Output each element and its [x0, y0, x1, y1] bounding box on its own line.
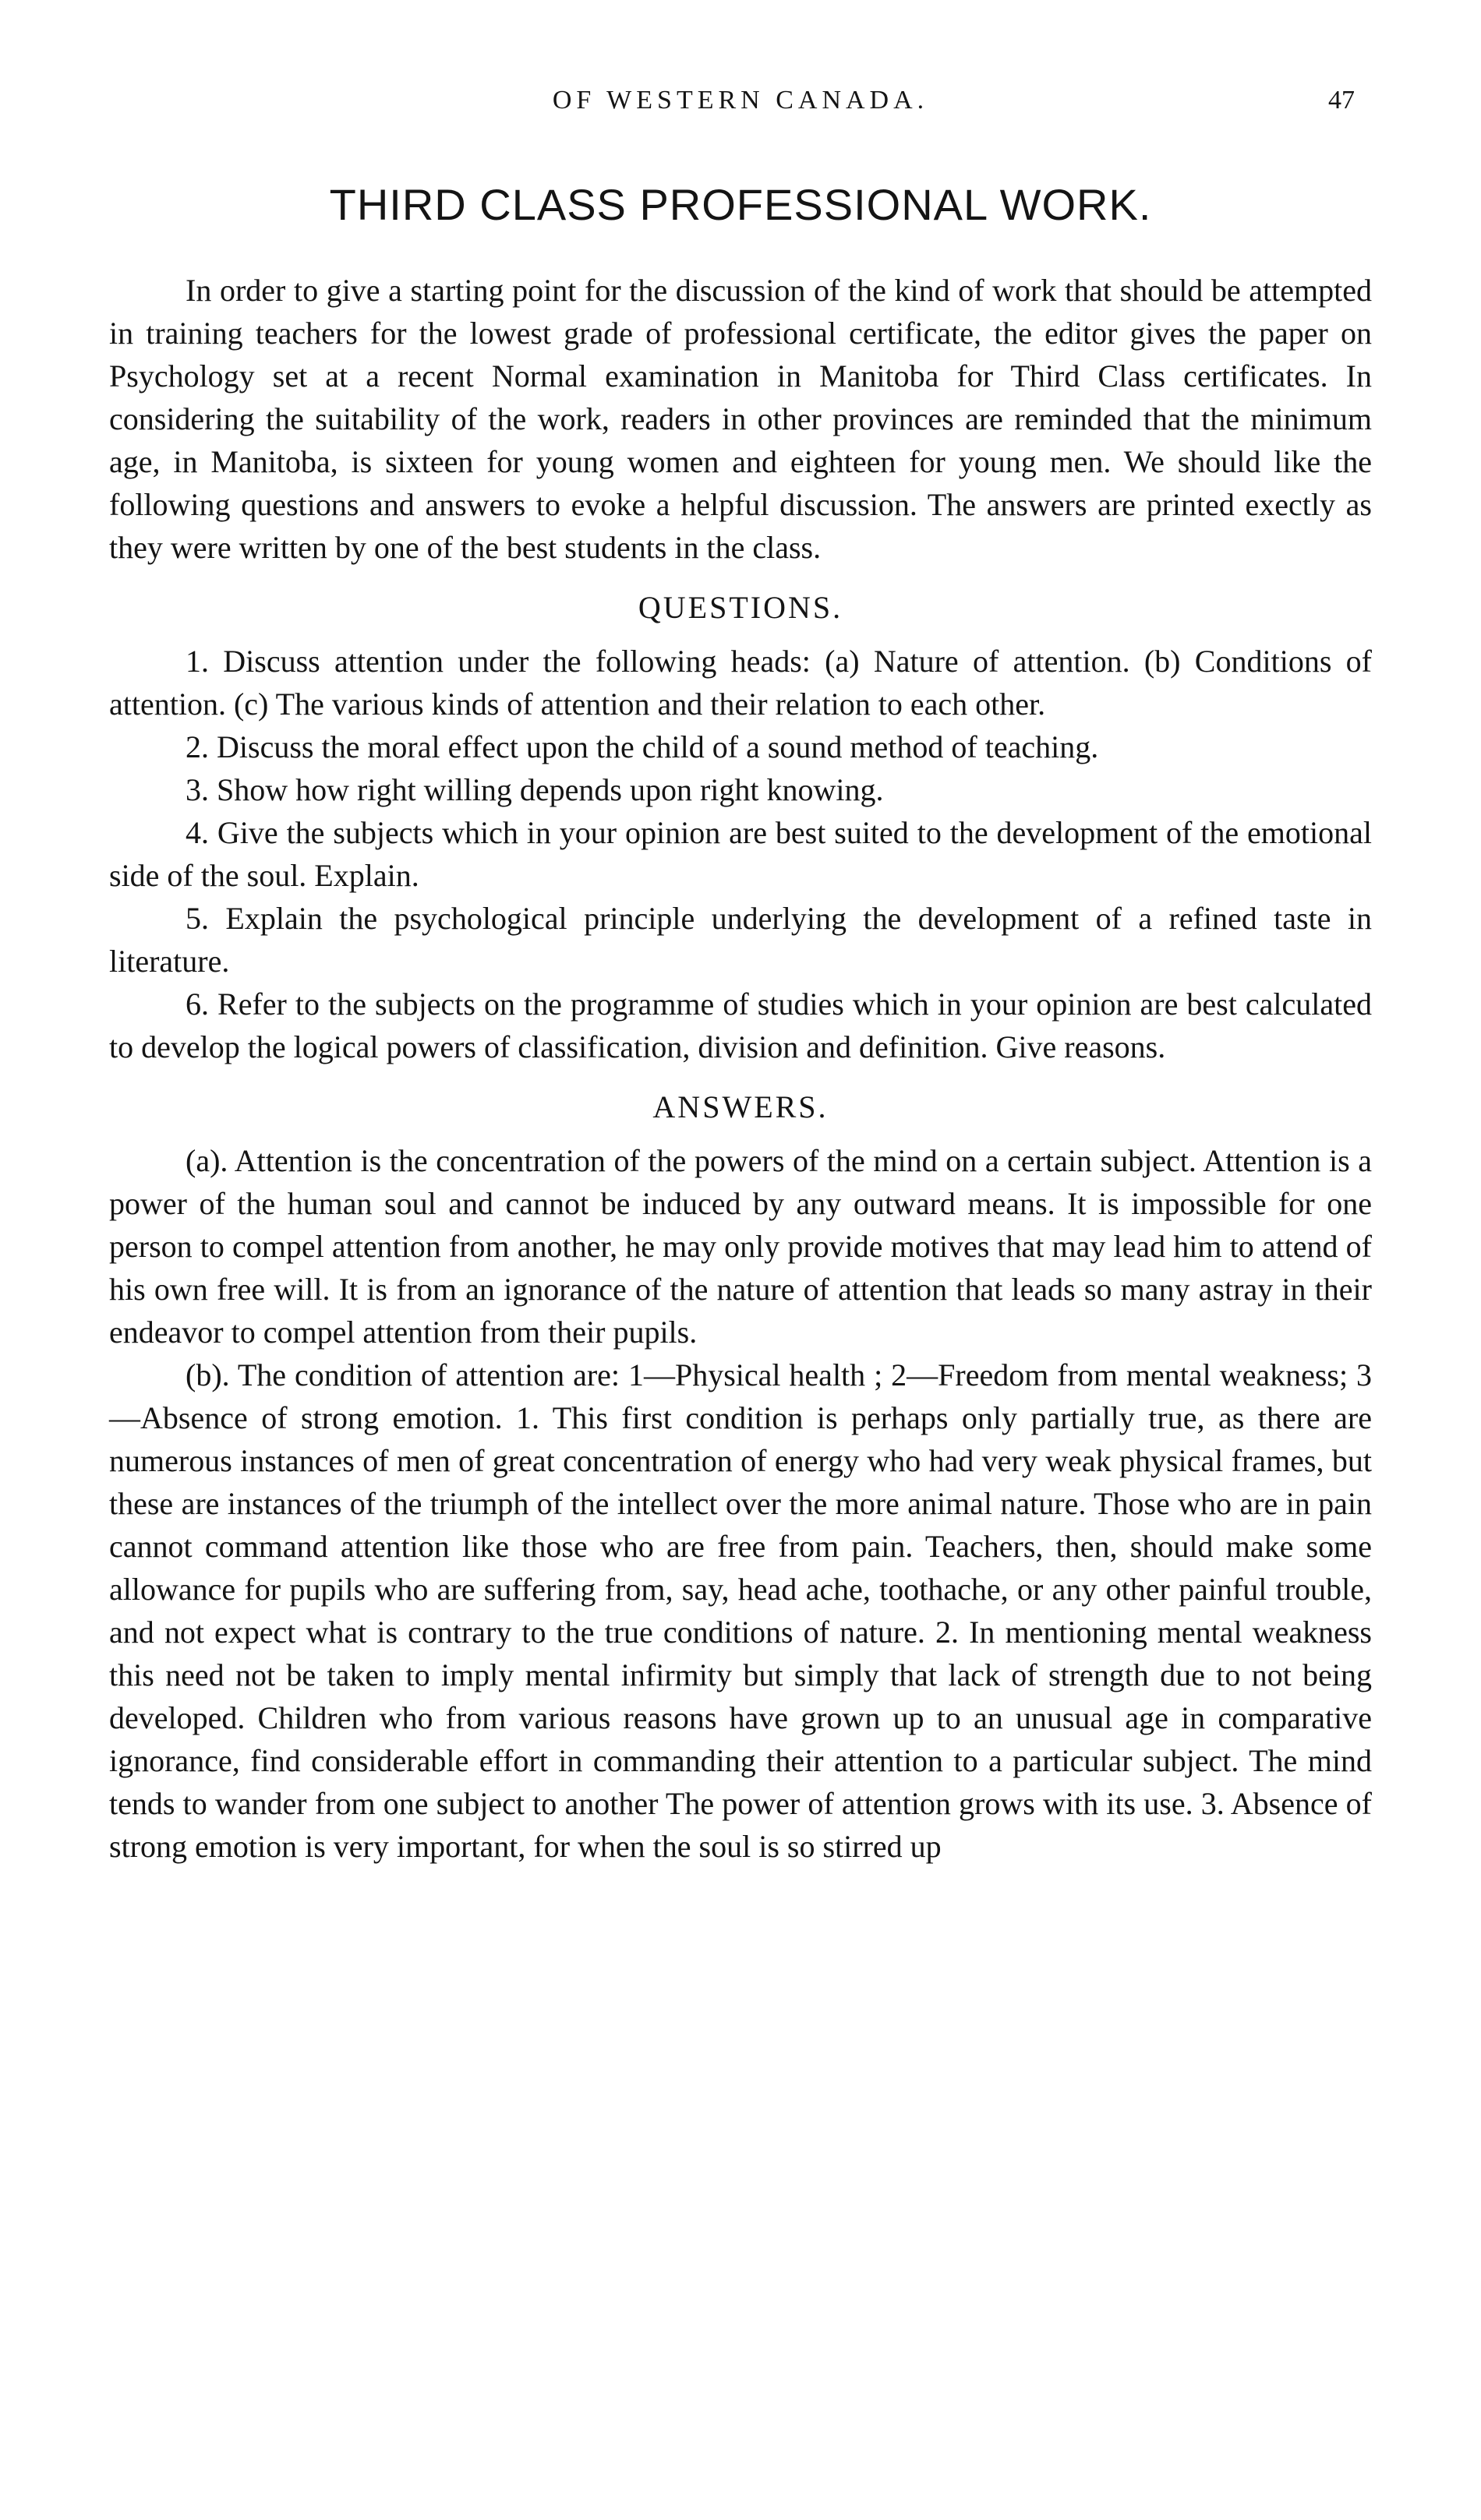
- questions-list: [109, 640, 1372, 1068]
- question-item: 1. Discuss attention under the following heads: (a) Nature of attention. (b) Conditions of attention. (c) The various kinds of attention and their relation to each other.: [109, 644, 1372, 722]
- question-item: 6. Refer to the subjects on the programme of studies which in your opinion are best calculated to develop the logical powers of classification, division and definition. Give reasons.: [109, 986, 1372, 1064]
- answers-list: [109, 1139, 1372, 1868]
- question-item: 4. Give the subjects which in your opinion are best suited to the development of the emotional side of the soul. Explain.: [109, 815, 1372, 893]
- question-item: 2. Discuss the moral effect upon the child of a sound method of teaching.: [186, 729, 1099, 764]
- questions-heading: QUESTIONS.: [638, 590, 843, 625]
- question-item: 3. Show how right willing depends upon right knowing.: [186, 772, 884, 807]
- answer-paragraph: (a). Attention is the concentration of the powers of the mind on a certain subject. Attention is a power of the human soul and cannot be induced by any outward means. It is impossible for one person to compel attention from another, he may only provide motives that may lead him to attend of his own free will. It is from an ignorance of the nature of attention that leads so many astray in their endeavor to compel attention from their pupils.: [109, 1143, 1372, 1350]
- answer-paragraph: (b). The condition of attention are: 1—Physical health ; 2—Freedom from mental weakness; 3—Absence of strong emotion. 1. This first condition is perhaps only partially true, as there are numerous instances of men of great concentration of energy who had very weak physical frames, but these are instances of the triumph of the intellect over the more animal nature. Those who are in pain cannot command attention like those who are free from pain. Teachers, then, should make some allowance for pupils who are suffering from, say, head ache, toothache, or any other painful trouble, and not expect what is contrary to the true conditions of nature. 2. In mentioning mental weakness this need not be taken to imply mental infirmity but simply that lack of strength due to not being developed. Children who from various reasons have grown up to an unusual age in comparative ignorance, find considerable effort in commanding their attention to a particular subject. The mind tends to wander from one subject to another The power of attention grows with its use. 3. Absence of strong emotion is very important, for when the soul is so stirred up: [109, 1357, 1372, 1864]
- intro-paragraph: In order to give a starting point for the discussion of the kind of work that should be attempted in training teachers for the lowest grade of professional certificate, the editor gives the paper on Psychology set at a recent Normal examination in Manitoba for Third Class certificates. In considering the suitability of the work, readers in other provinces are reminded that the minimum age, in Manitoba, is sixteen for young women and eighteen for young men. We should like the following questions and answers to evoke a helpful discussion. The answers are printed exectly as they were written by one of the best students in the class.: [109, 273, 1372, 565]
- running-head-title: OF WESTERN CANADA.: [552, 86, 929, 115]
- answers-heading: ANSWERS.: [652, 1089, 829, 1124]
- question-item: 5. Explain the psychological principle underlying the development of a refined taste in literature.: [109, 901, 1372, 979]
- page-number: 47: [1328, 86, 1355, 115]
- running-head: [109, 86, 1372, 132]
- article-title: THIRD CLASS PROFESSIONAL WORK.: [329, 180, 1152, 229]
